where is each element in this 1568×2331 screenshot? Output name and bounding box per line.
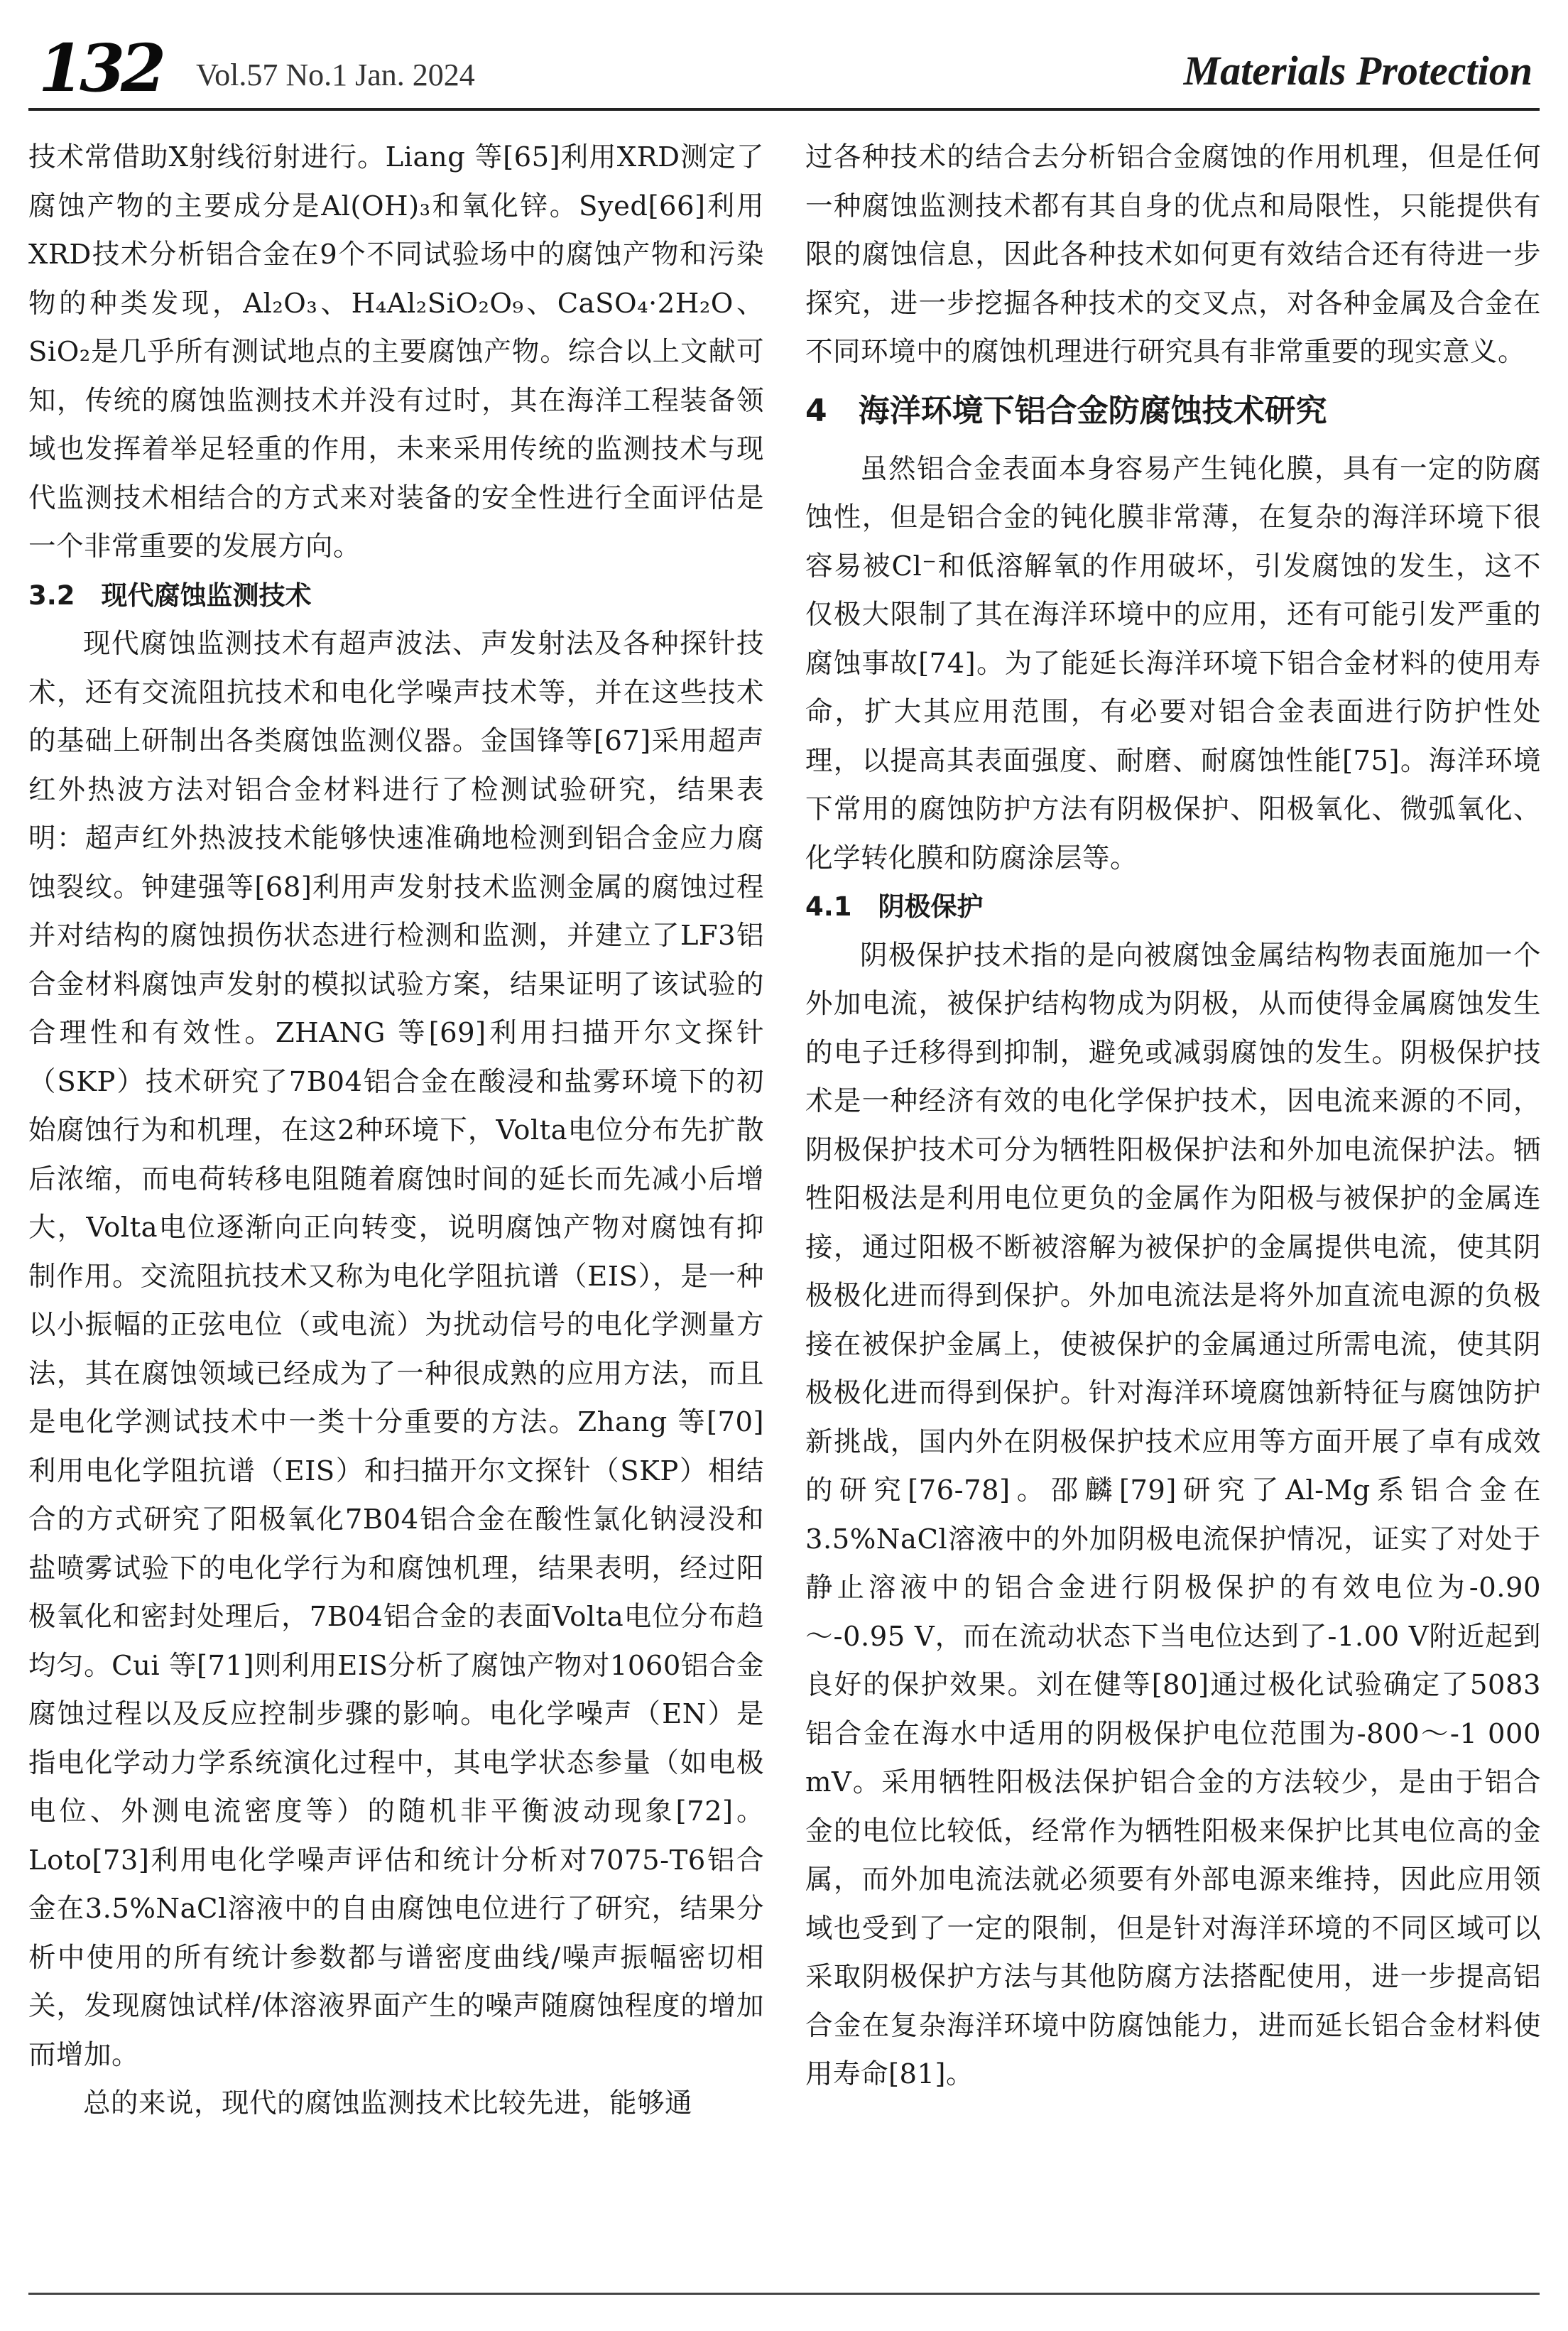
section-heading-4: 4 海洋环境下铝合金防腐蚀技术研究 (805, 392, 1327, 429)
page-number: 132 (38, 30, 163, 107)
paragraph: 技术常借助X射线衍射进行。Liang 等[65]利用XRD测定了腐蚀产物的主要成分是Al(OH)₃和氧化锌。Syed[66]利用XRD技术分析铝合金在9个不同试验场中的腐蚀产物和污染物的种类发现，Al₂O₃、H₄Al₂SiO₂O₉、CaSO₄·2H₂O、SiO₂是几乎所有测试地点的主要腐蚀产物。综合以上文献可知，传统的腐蚀监测技术并没有过时，其在海洋工程装备领域也发挥着举足轻重的作用，未来采用传统的监测技术与现代监测技术相结合的方式来对装备的安全性进行全面评估是一个非常重要的发展方向。 (28, 141, 764, 563)
section-heading-3-2: 3.2 现代腐蚀监测技术 (28, 580, 312, 611)
running-header (28, 21, 1540, 107)
right-column (805, 134, 1541, 2278)
paragraph: 阴极保护技术指的是向被腐蚀金属结构物表面施加一个外加电流，被保护结构物成为阴极，从而使得金属腐蚀发生的电子迁移得到抑制，避免或减弱腐蚀的发生。阴极保护技术是一种经济有效的电化学保护技术，因电流来源的不同，阴极保护技术可分为牺牲阳极保护法和外加电流保护法。牺牲阳极法是利用电位更负的金属作为阳极与被保护的金属连接，通过阳极不断被溶解为被保护的金属提供电流，使其阴极极化进而得到保护。外加电流法是将外加直流电源的负极接在被保护金属上，使被保护的金属通过所需电流，使其阴极极化进而得到保护。针对海洋环境腐蚀新特征与腐蚀防护新挑战，国内外在阴极保护技术应用等方面开展了卓有成效的研究[76-78]。邵麟[79]研究了Al-Mg系铝合金在3.5%NaCl溶液中的外加阴极电流保护情况，证实了对处于静止溶液中的铝合金进行阴极保护的有效电位为-0.90～-0.95 V，而在流动状态下当电位达到了-1.00 V附近起到良好的保护效果。刘在健等[80]通过极化试验确定了5083铝合金在海水中适用的阴极保护电位范围为-800～-1 000 mV。采用牺牲阳极法保护铝合金的方法较少，是由于铝合金的电位比较低，经常作为牺牲阳极来保护比其电位高的金属，而外加电流法就必须要有外部电源来维持，因此应用领域也受到了一定的限制，但是针对海洋环境的不同区域可以采取阴极保护方法与其他防腐方法搭配使用，进一步提高铝合金在复杂海洋环境中防腐蚀能力，进而延长铝合金材料使用寿命[81]。 (805, 939, 1541, 2090)
paragraph: 总的来说，现代的腐蚀监测技术比较先进，能够通 (83, 2087, 693, 2119)
paragraph: 现代腐蚀监测技术有超声波法、声发射法及各种探针技术，还有交流阻抗技术和电化学噪声技术等，并在这些技术的基础上研制出各类腐蚀监测仪器。金国锋等[67]采用超声红外热波方法对铝合金材料进行了检测试验研究，结果表明：超声红外热波技术能够快速准确地检测到铝合金应力腐蚀裂纹。钟建强等[68]利用声发射技术监测金属的腐蚀过程并对结构的腐蚀损伤状态进行检测和监测，并建立了LF3铝合金材料腐蚀声发射的模拟试验方案，结果证明了该试验的合理性和有效性。ZHANG 等[69]利用扫描开尔文探针（SKP）技术研究了7B04铝合金在酸浸和盐雾环境下的初始腐蚀行为和机理，在这2种环境下，Volta电位分布先扩散后浓缩，而电荷转移电阻随着腐蚀时间的延长而先减小后增大，Volta电位逐渐向正向转变，说明腐蚀产物对腐蚀有抑制作用。交流阻抗技术又称为电化学阻抗谱（EIS），是一种以小振幅的正弦电位（或电流）为扰动信号的电化学测量方法，其在腐蚀领域已经成为了一种很成熟的应用方法，而且是电化学测试技术中一类十分重要的方法。Zhang 等[70]利用电化学阻抗谱（EIS）和扫描开尔文探针（SKP）相结合的方式研究了阳极氧化7B04铝合金在酸性氯化钠浸没和盐喷雾试验下的电化学行为和腐蚀机理，结果表明，经过阳极氧化和密封处理后，7B04铝合金的表面Volta电位分布趋均匀。Cui 等[71]则利用EIS分析了腐蚀产物对1060铝合金腐蚀过程以及反应控制步骤的影响。电化学噪声（EN）是指电化学动力学系统演化过程中，其电学状态参量（如电极电位、外测电流密度等）的随机非平衡波动现象[72]。Loto[73]利用电化学噪声评估和统计分析对7075-T6铝合金在3.5%NaCl溶液中的自由腐蚀电位进行了研究，结果分析中使用的所有统计参数都与谱密度曲线/噪声振幅密切相关，发现腐蚀试样/体溶液界面产生的噪声随腐蚀程度的增加而增加。 (28, 628, 764, 2071)
issue-info: Vol.57 No.1 Jan. 2024 (196, 58, 475, 92)
header-rule (28, 108, 1540, 111)
footer-rule (28, 2293, 1540, 2295)
left-column (28, 134, 764, 2278)
paragraph: 过各种技术的结合去分析铝合金腐蚀的作用机理，但是任何一种腐蚀监测技术都有其自身的优点和局限性，只能提供有限的腐蚀信息，因此各种技术如何更有效结合还有待进一步探究，进一步挖掘各种技术的交叉点，对各种金属及合金在不同环境中的腐蚀机理进行研究具有非常重要的现实意义。 (805, 141, 1541, 368)
paragraph: 虽然铝合金表面本身容易产生钝化膜，具有一定的防腐蚀性，但是铝合金的钝化膜非常薄，在复杂的海洋环境下很容易被Cl⁻和低溶解氧的作用破坏，引发腐蚀的发生，这不仅极大限制了其在海洋环境中的应用，还有可能引发严重的腐蚀事故[74]。为了能延长海洋环境下铝合金材料的使用寿命，扩大其应用范围，有必要对铝合金表面进行防护性处理，以提高其表面强度、耐磨、耐腐蚀性能[75]。海洋环境下常用的腐蚀防护方法有阴极保护、阳极氧化、微弧氧化、化学转化膜和防腐涂层等。 (805, 452, 1541, 874)
journal-title: Materials Protection (1183, 48, 1532, 94)
section-heading-4-1: 4.1 阴极保护 (805, 891, 984, 922)
